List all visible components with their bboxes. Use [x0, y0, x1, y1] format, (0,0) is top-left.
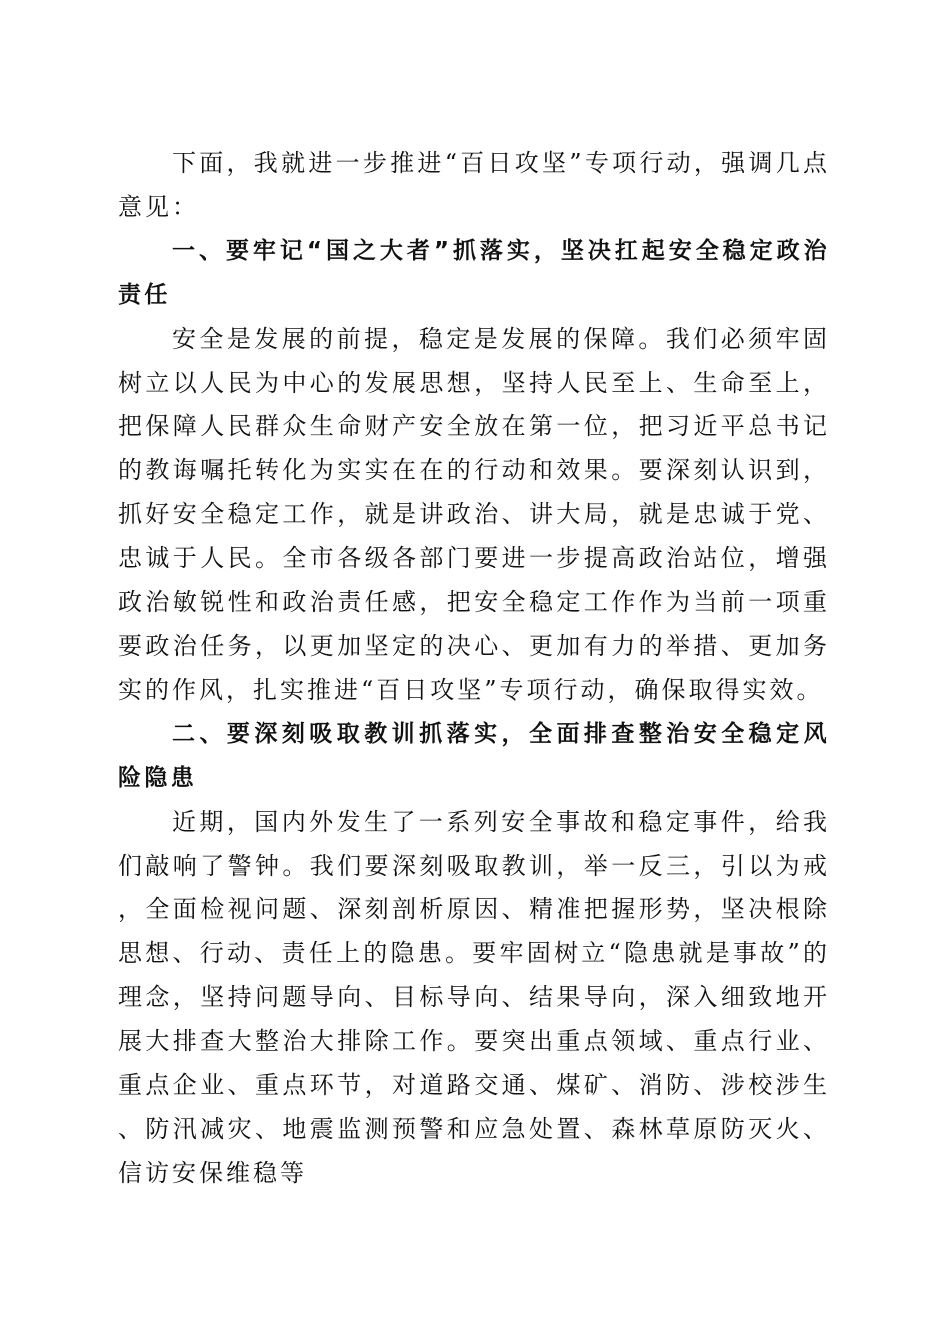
intro-paragraph: 下面，我就进一步推进“百日攻坚”专项行动，强调几点意见：	[118, 149, 830, 221]
section-1-body: 安全是发展的前提，稳定是发展的保障。我们必须牢固树立以人民为中心的发展思想，坚持人民至上、生命至上，把保障人民群众生命财产安全放在第一位，把习近平总书记的教诲嘱托转化为实实在在的行动和效果。要深刻认识到，抓好安全稳定工作，就是讲政治、讲大局，就是忠诚于党、忠诚于人民。全市各级各部门要进一步提高政治站位，增强政治敏锐性和政治责任感，把安全稳定工作作为当前一项重要政治任务，以更加坚定的决心、更加有力的举措、更加务实的作风，扎实推进“百日攻坚”专项行动，确保取得实效。	[118, 324, 830, 704]
section-1-heading: 一、要牢记“国之大者”抓落实，坚决扛起安全稳定政治责任	[118, 237, 830, 308]
section-2-body: 近期，国内外发生了一系列安全事故和稳定事件，给我们敲响了警钟。我们要深刻吸取教训，举一反三，引以为戒，全面检视问题、深刻剖析原因、精准把握形势，坚决根除思想、行动、责任上的隐患。要牢固树立“隐患就是事故”的理念，坚持问题导向、目标导向、结果导向，深入细致地开展大排查大整治大排除工作。要突出重点领域、重点行业、重点企业、重点环节，对道路交通、煤矿、消防、涉校涉生、防汛减灾、地震监测预警和应急处置、森林草原防灭火、信访安保维稳等	[118, 807, 830, 1187]
document-body	[118, 142, 830, 1196]
section-2-heading: 二、要深刻吸取教训抓落实，全面排查整治安全稳定风险隐患	[118, 720, 830, 791]
